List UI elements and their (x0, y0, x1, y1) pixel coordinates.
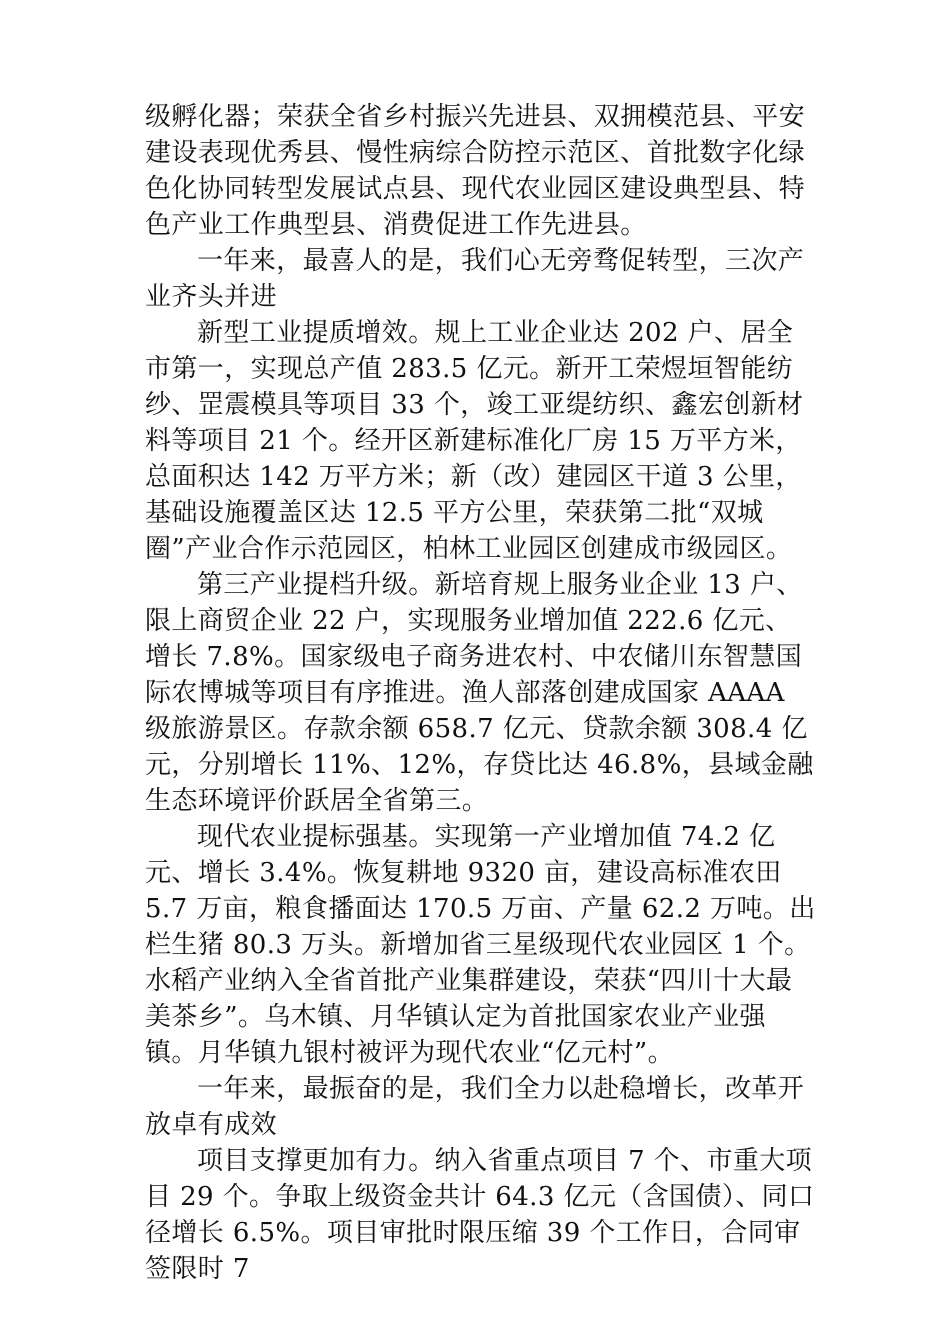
section-heading-growth: 一年来，最振奋的是，我们全力以赴稳增长，改革开放卓有成效 (145, 1074, 805, 1140)
paragraph-industry: 新型工业提质增效。规上工业企业达 202 户、居全市第一，实现总产值 283.5 亿元。新开工荣煜垣智能纺纱、罡震模具等项目 33 个，竣工亚缇纺织、鑫宏创新材料等项目 21 个。经开区新建标准化厂房 15 万平方米，总面积达 142 万平方米；新（改）建园区干道 3 公里，基础设施覆盖区达 12.5 平方公里，荣获第二批“双城圈”产业合作示范园区，柏林工业园区创建成市级园区。 (145, 318, 804, 564)
paragraph-service-sector: 第三产业提档升级。新培育规上服务业企业 13 户、限上商贸企业 22 户，实现服务业增加值 222.6 亿元、增长 7.8%。国家级电子商务进农村、中农储川东智慧国际农博城等项目有序推进。渔人部落创建成国家 AAAA 级旅游景区。存款余额 658.7 亿元、贷款余额 308.4 亿元，分别增长 11%、12%，存贷比达 46.8%，县域金融生态环境评价跃居全省第三。 (145, 570, 814, 816)
section-heading-transformation: 一年来，最喜人的是，我们心无旁骛促转型，三次产业齐头并进 (145, 246, 805, 312)
paragraph-1: 级孵化器；荣获全省乡村振兴先进县、双拥模范县、平安建设表现优秀县、慢性病综合防控示范区、首批数字化绿色化协同转型发展试点县、现代农业园区建设典型县、特色产业工作典型县、消费促进工作先进县。 (145, 102, 806, 240)
paragraph-agriculture: 现代农业提标强基。实现第一产业增加值 74.2 亿元、增长 3.4%。恢复耕地 9320 亩，建设高标准农田 5.7 万亩，粮食播面达 170.5 万亩、产量 62.2 万吨。出栏生猪 80.3 万头。新增加省三星级现代农业园区 1 个。水稻产业纳入全省首批产业集群建设，荣获“四川十大最美茶乡”。乌木镇、月华镇认定为首批国家农业产业强镇。月华镇九银村被评为现代农业“亿元村”。 (145, 822, 816, 1068)
document-body (145, 99, 817, 1287)
paragraph-projects: 项目支撑更加有力。纳入省重点项目 7 个、市重大项目 29 个。争取上级资金共计 64.3 亿元（含国债）、同口径增长 6.5%。项目审批时限压缩 39 个工作日，合同审签限时 7 (145, 1146, 815, 1284)
